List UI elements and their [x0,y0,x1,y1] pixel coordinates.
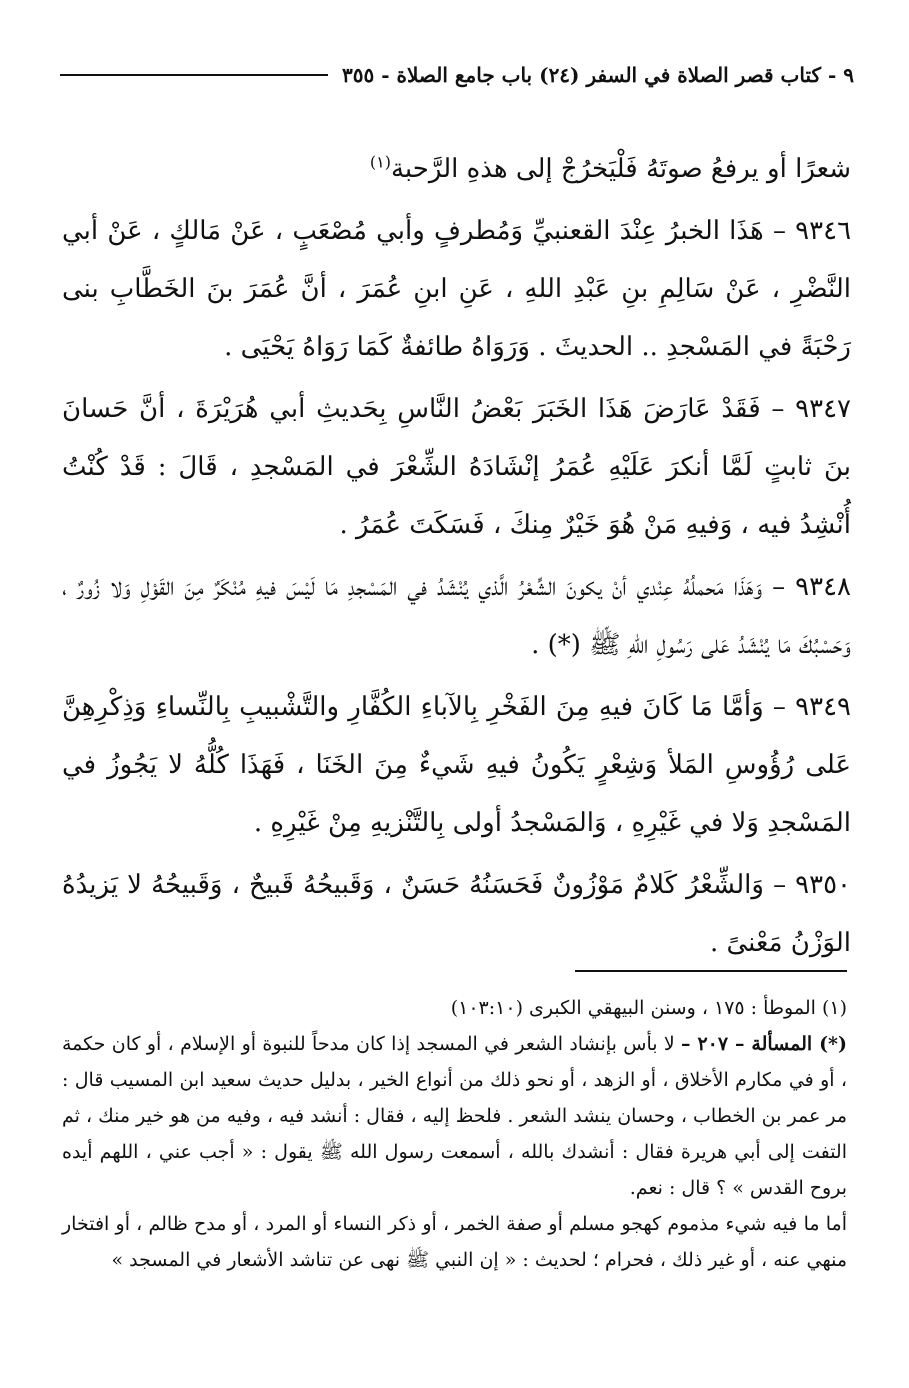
paragraph-number: ٩٣٥٠ – [773,870,852,900]
footnote-1 [62,990,847,1026]
intro-line [62,140,851,198]
footnote-issue-207 [62,1026,847,1206]
paragraph-number: ٩٣٤٦ – [772,216,852,246]
footnote-text: أما ما فيه شيء مذموم كهجو مسلم أو صفة الخمر ، أو ذكر النساء أو المرد ، أو مدح ظالم ، أو افتخار منهي عنه ، أو غير ذلك ، فحرام ؛ لحديث : « إن النبي ﷺ نهى عن تناشد الأشعار في المسجد » [62,1213,847,1271]
footnote-mark: (١) [821,997,847,1019]
footnote-separator [575,970,847,972]
intro-text: شعرًا أو يرفعُ صوتَهُ فَلْيَخرُجْ إلى هذهِ الرَّحبة [390,154,851,184]
paragraph-text: فَقَدْ عَارَضَ هَذَا الخَبَرَ بَعْضُ النَّاسِ بِحَديثِ أبي هُرَيْرَةَ ، أنَّ حَسانَ بنَ ثابتٍ لَمَّا أنكرَ عَلَيْهِ عُمَرُ إنْشَادَهُ الشِّعْرَ في المَسْجدِ ، قَالَ : قَدْ كُنْتُ أُنْشِدُ فيه ، وَفيهِ مَنْ هُوَ خَيْرٌ مِنكَ ، فَسَكَتَ عُمَرُ . [62,394,851,540]
running-header-title: ٩ - كتاب قصر الصلاة في السفر (٢٤) باب جامع الصلاة - ٣٥٥ [342,63,854,87]
header-rule [60,74,328,76]
footnote-continuation [62,1206,847,1278]
paragraph-number: ٩٣٤٧ – [771,394,852,424]
footnote-heading: (*) المسألة – ٢٠٧ – [681,1033,847,1055]
paragraph-9348 [62,558,851,674]
paragraph-9350 [62,856,851,972]
main-text [62,140,851,976]
paragraph-text: وَأمَّا مَا كَانَ فيهِ مِنَ الفَخْرِ بِالآباءِ الكُفَّارِ والتَّشْبيبِ بِالنِّساءِ وَذِكْرِهِنَّ عَلى رُؤُوسِ المَلأ وَشِعْرٍ يَكُونُ فيهِ شَيءٌ مِنَ الخَنَا ، فَهَذَا كُلُّهُ لا يَجُوزُ في المَسْجدِ وَلا في غَيْرِهِ ، وَالمَسْجدُ أولى بِالتَّنْزيهِ مِنْ غَيْرِهِ . [62,692,851,838]
paragraph-text: وَهَذَا مَحملُهُ عِنْدي أنْ يكونَ الشِّعْرُ الَّذي يُنْشَدُ في المَسْجدِ مَا لَيْسَ فيهِ مُنْكَرٌ مِنَ القَوْلِ وَلا زُورٌ ، وَحَسْبُكَ مَا يُنْشَدُ عَلى رَسُولِ اللهِ ﷺ (*) . [62,572,851,660]
paragraph-number: ٩٣٤٨ – [772,572,851,602]
paragraph-text: وَالشِّعْرُ كَلامٌ مَوْزُونٌ فَحَسَنُهُ حَسَنٌ ، وَقَبيحُهُ قَبيحٌ ، وَقَبيحُهُ لا يَزيدُهُ الوَزْنُ مَعْنىً . [62,870,851,958]
paragraph-9346 [62,202,851,376]
paragraph-number: ٩٣٤٩ – [772,692,851,722]
paragraph-9347 [62,380,851,554]
footnotes [62,990,847,1278]
paragraph-text: هَذَا الخبرُ عِنْدَ القعنبيِّ وَمُطرفٍ وأبي مُصْعَبٍ ، عَنْ مَالكٍ ، عَنْ أبي النَّضْرِ ، عَنْ سَالِمِ بنِ عَبْدِ اللهِ ، عَنِ ابنِ عُمَرَ ، أنَّ عُمَرَ بنَ الخَطَّابِ بنى رَحْبَةً في المَسْجدِ .. الحديثَ . وَرَوَاهُ طائفةٌ كَمَا رَوَاهُ يَحْيَى . [62,216,851,362]
footnote-ref-1: (١) [369,152,391,172]
footnote-text: لا بأس بإنشاد الشعر في المسجد إذا كان مدحاً للنبوة أو الإسلام ، أو كان حكمة ، أو في مكارم الأخلاق ، أو الزهد ، أو نحو ذلك من أنواع الخير ، بدليل حديث سعيد ابن المسيب قال : مر عمر بن الخطاب ، وحسان ينشد الشعر . فلحظ إليه ، فقال : أنشد فيه ، وفيه من هو خير منك ، ثم التفت إلى أبي هريرة فقال : أنشدك بالله ، أسمعت رسول الله ﷺ يقول : « أجب عني ، اللهم أيده بروح القدس » ؟ قال : نعم. [62,1033,847,1199]
running-header [60,58,854,92]
footnote-text: الموطأ : ١٧٥ ، وسنن البيهقي الكبرى (١٠٣:١٠) [450,997,816,1019]
paragraph-9349 [62,678,851,852]
